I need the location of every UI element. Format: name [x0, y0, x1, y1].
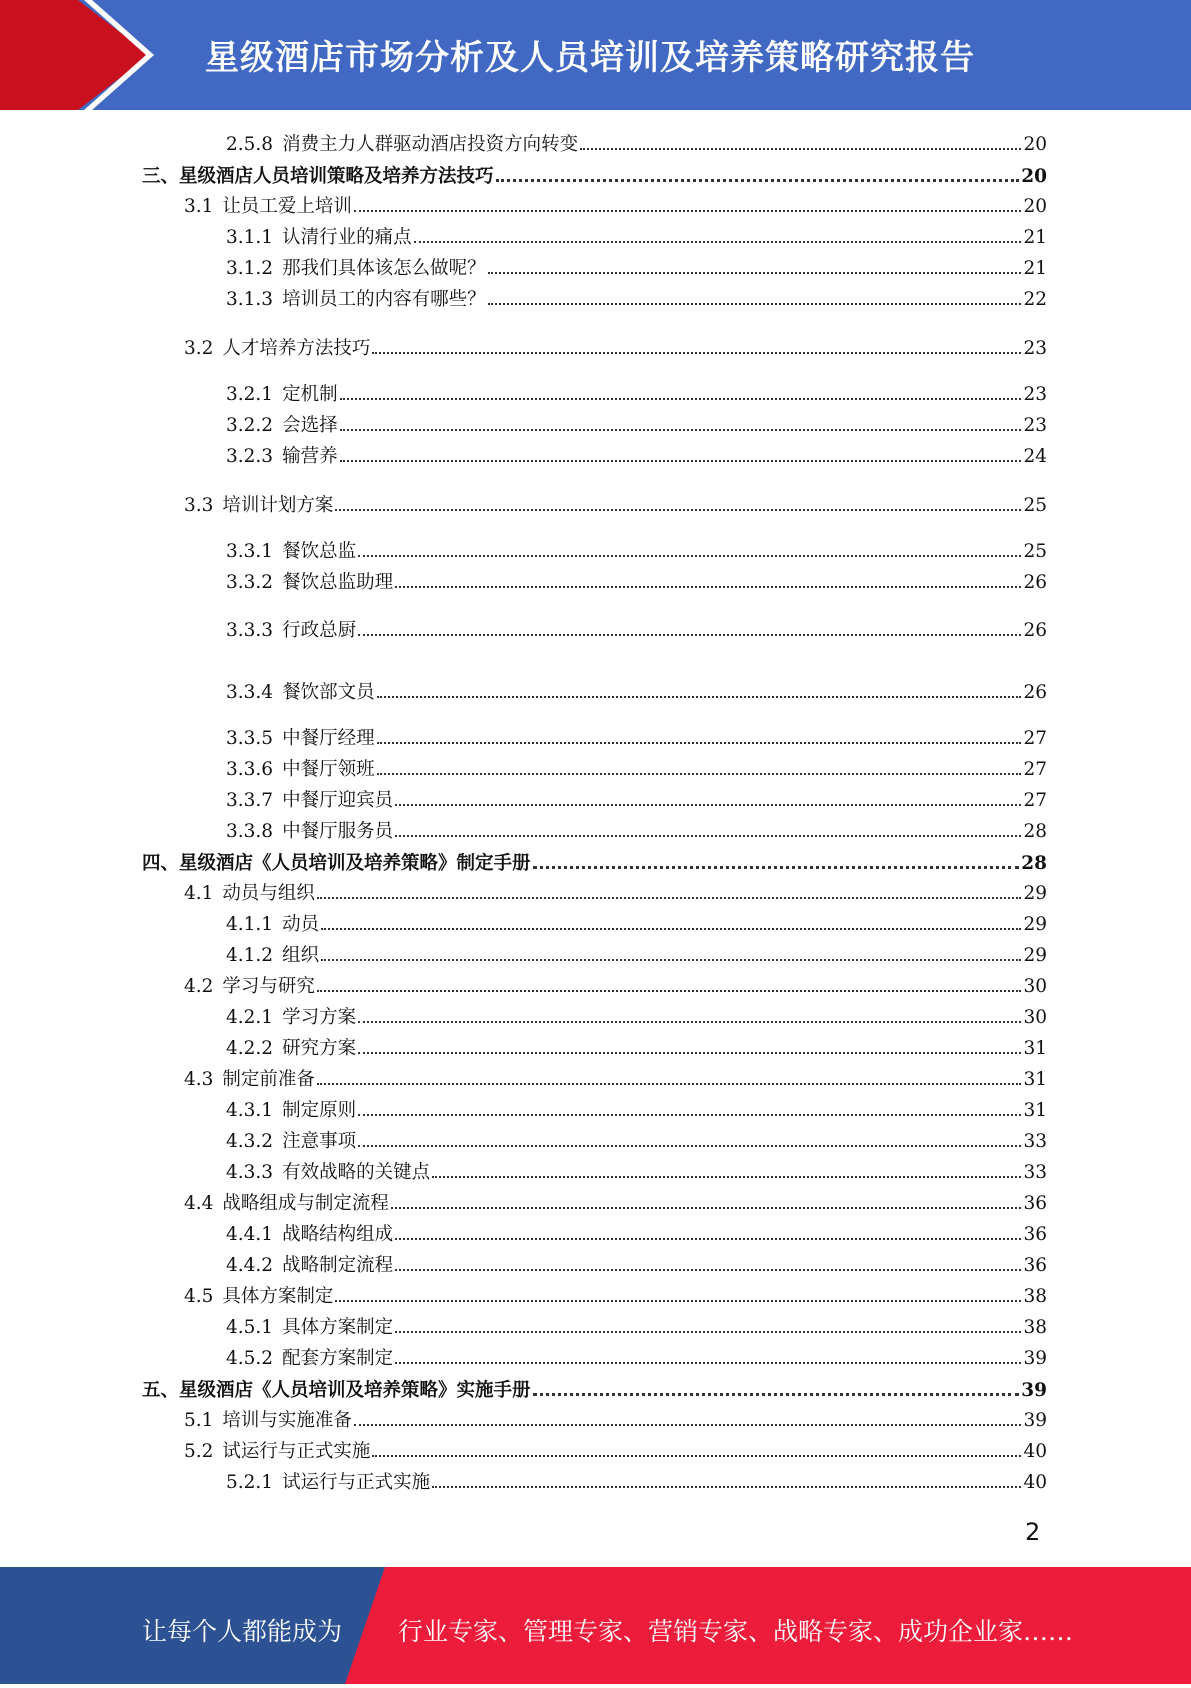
toc-entry-title: 输营养	[282, 446, 338, 467]
toc-entry-page: 36	[1023, 1224, 1047, 1245]
toc-leader-dots	[358, 1035, 1021, 1054]
toc-entry-page: 29	[1023, 883, 1047, 904]
toc-entry-title: 三、星级酒店人员培训策略及培养方法技巧	[142, 166, 494, 187]
toc-entry-title: 学习方案	[282, 1007, 357, 1028]
toc-entry[interactable]	[226, 412, 1047, 436]
toc-entry[interactable]	[226, 1221, 1047, 1245]
toc-entry-page: 23	[1023, 338, 1047, 359]
toc-entry-number: 2.5.8	[226, 134, 274, 155]
toc-entry-page: 28	[1023, 821, 1047, 842]
toc-entry-page: 26	[1023, 620, 1047, 641]
toc-entry-page: 24	[1023, 446, 1047, 467]
toc-entry-title: 定机制	[282, 384, 338, 405]
toc-entry-page: 33	[1023, 1131, 1047, 1152]
toc-entry[interactable]	[184, 193, 1047, 217]
toc-entry-number: 3.3.6	[226, 759, 274, 780]
toc-entry-number: 4.1.2	[226, 945, 274, 966]
toc-entry[interactable]	[226, 911, 1047, 935]
toc-entry[interactable]	[226, 1252, 1047, 1276]
toc-leader-dots	[488, 255, 1022, 274]
toc-entry-title: 试运行与正式实施	[222, 1441, 371, 1462]
toc-entry[interactable]	[226, 1097, 1047, 1121]
toc-entry-page: 40	[1023, 1441, 1047, 1462]
toc-entry-page: 23	[1023, 415, 1047, 436]
toc-leader-dots	[358, 1004, 1021, 1023]
toc-leader-dots	[358, 538, 1021, 557]
toc-leader-dots	[317, 1066, 1022, 1085]
toc-entry-title: 四、星级酒店《人员培训及培养策略》制定手册	[142, 853, 531, 874]
toc-entry[interactable]	[226, 538, 1047, 562]
toc-entry[interactable]	[226, 443, 1047, 467]
toc-entry-number: 4.3.2	[226, 1131, 274, 1152]
toc-entry-page: 20	[1021, 166, 1047, 187]
toc-entry-page: 27	[1023, 790, 1047, 811]
toc-entry[interactable]	[226, 787, 1047, 811]
toc-entry-title: 消费主力人群驱动酒店投资方向转变	[282, 134, 579, 155]
toc-leader-dots	[358, 1128, 1021, 1147]
toc-entry-title: 注意事项	[282, 1131, 357, 1152]
toc-leader-dots	[377, 756, 1022, 775]
toc-entry-number: 3.2.3	[226, 446, 274, 467]
toc-entry-number: 4.3.3	[226, 1162, 274, 1183]
toc-entry[interactable]	[184, 1283, 1047, 1307]
toc-entry-page: 29	[1023, 914, 1047, 935]
toc-entry[interactable]	[184, 1407, 1047, 1431]
toc-leader-dots	[317, 880, 1022, 899]
toc-entry-number: 4.4.1	[226, 1224, 274, 1245]
toc-entry-title: 培训计划方案	[222, 495, 334, 516]
toc-entry-number: 5.2	[184, 1441, 214, 1462]
toc-entry-page: 26	[1023, 682, 1047, 703]
toc-leader-dots	[391, 1190, 1022, 1209]
toc-leader-dots	[395, 787, 1021, 806]
toc-entry-number: 3.1.1	[226, 227, 274, 248]
toc-entry[interactable]	[226, 1159, 1047, 1183]
toc-leader-dots	[395, 1221, 1021, 1240]
toc-entry-page: 23	[1023, 384, 1047, 405]
toc-entry-number: 3.2.2	[226, 415, 274, 436]
toc-entry-number: 4.3	[184, 1069, 214, 1090]
toc-leader-dots	[317, 973, 1022, 992]
toc-entry[interactable]	[184, 492, 1047, 516]
toc-entry[interactable]	[184, 1066, 1047, 1090]
toc-entry-number: 3.3.1	[226, 541, 274, 562]
toc-entry-number: 4.2.2	[226, 1038, 274, 1059]
toc-entry-title: 试运行与正式实施	[282, 1472, 431, 1493]
toc-entry-title: 会选择	[282, 415, 338, 436]
toc-entry-page: 31	[1023, 1038, 1047, 1059]
toc-entry[interactable]	[184, 880, 1047, 904]
toc-entry-number: 3.3.8	[226, 821, 274, 842]
toc-leader-dots	[321, 942, 1021, 961]
toc-entry-title: 餐饮总监	[282, 541, 357, 562]
toc-leader-dots	[533, 849, 1020, 869]
toc-leader-dots	[414, 224, 1022, 243]
toc-entry-number: 3.1.3	[226, 289, 274, 310]
toc-entry-title: 中餐厅领班	[282, 759, 375, 780]
toc-entry-page: 36	[1023, 1193, 1047, 1214]
toc-entry[interactable]	[184, 973, 1047, 997]
toc-leader-dots	[395, 569, 1021, 588]
toc-entry-title: 战略结构组成	[282, 1224, 394, 1245]
toc-entry-title: 人才培养方法技巧	[222, 338, 371, 359]
toc-entry-number: 4.3.1	[226, 1100, 274, 1121]
toc-leader-dots	[395, 1314, 1021, 1333]
toc-entry-number: 4.2.1	[226, 1007, 274, 1028]
report-title: 星级酒店市场分析及人员培训及培养策略研究报告	[205, 38, 975, 78]
toc-entry-page: 30	[1023, 1007, 1047, 1028]
toc-entry[interactable]	[142, 849, 1047, 873]
toc-entry-title: 中餐厅经理	[282, 728, 375, 749]
toc-entry-page: 20	[1023, 134, 1047, 155]
toc-leader-dots	[335, 492, 1021, 511]
toc-entry[interactable]	[226, 224, 1047, 248]
toc-entry-title: 动员与组织	[222, 883, 315, 904]
toc-entry-number: 4.4.2	[226, 1255, 274, 1276]
toc-entry-number: 3.1	[184, 196, 214, 217]
toc-entry-title: 动员	[282, 914, 320, 935]
toc-entry-title: 中餐厅迎宾员	[282, 790, 394, 811]
toc-entry-title: 具体方案制定	[222, 1286, 334, 1307]
toc-entry-title: 学习与研究	[222, 976, 315, 997]
footer-slogan-right: 行业专家、管理专家、营销专家、战略专家、成功企业家……	[398, 1617, 1074, 1646]
toc-leader-dots	[395, 818, 1021, 837]
toc-entry-number: 3.3.3	[226, 620, 274, 641]
toc-entry[interactable]	[142, 1376, 1047, 1400]
toc-entry-title: 制定前准备	[222, 1069, 315, 1090]
toc-entry-page: 31	[1023, 1100, 1047, 1121]
toc-entry-title: 餐饮部文员	[282, 682, 375, 703]
toc-entry-title: 制定原则	[282, 1100, 357, 1121]
toc-entry-title: 认清行业的痛点	[282, 227, 412, 248]
toc-entry[interactable]	[226, 1035, 1047, 1059]
toc-entry[interactable]	[226, 725, 1047, 749]
toc-entry-title: 行政总厨	[282, 620, 357, 641]
toc-leader-dots	[340, 412, 1022, 431]
toc-entry-page: 26	[1023, 572, 1047, 593]
toc-entry-number: 4.4	[184, 1193, 214, 1214]
toc-entry[interactable]	[142, 162, 1047, 186]
footer-slogan-left: 让每个人都能成为	[142, 1617, 343, 1646]
toc-leader-dots	[340, 381, 1022, 400]
toc-entry-page: 21	[1023, 227, 1047, 248]
toc-leader-dots	[377, 725, 1022, 744]
toc-leader-dots	[496, 162, 1020, 182]
toc-entry-page: 25	[1023, 495, 1047, 516]
toc-entry-number: 5.1	[184, 1410, 214, 1431]
toc-leader-dots	[358, 617, 1021, 636]
toc-entry-page: 21	[1023, 258, 1047, 279]
toc-entry-number: 3.3.5	[226, 728, 274, 749]
toc-entry-title: 研究方案	[282, 1038, 357, 1059]
toc-leader-dots	[533, 1376, 1020, 1396]
toc-entry-page: 22	[1023, 289, 1047, 310]
toc-entry[interactable]	[184, 335, 1047, 359]
toc-entry-title: 组织	[282, 945, 320, 966]
toc-entry-page: 25	[1023, 541, 1047, 562]
toc-entry-page: 38	[1023, 1286, 1047, 1307]
toc-leader-dots	[358, 1097, 1021, 1116]
toc-entry[interactable]	[226, 286, 1047, 310]
toc-entry-page: 39	[1021, 1380, 1047, 1401]
toc-entry-title: 中餐厅服务员	[282, 821, 394, 842]
toc-entry-number: 4.5.2	[226, 1348, 274, 1369]
toc-entry-title: 五、星级酒店《人员培训及培养策略》实施手册	[142, 1380, 531, 1401]
toc-entry[interactable]	[226, 1314, 1047, 1338]
toc-entry-number: 4.5.1	[226, 1317, 274, 1338]
toc-entry-page: 20	[1023, 196, 1047, 217]
toc-entry-page: 38	[1023, 1317, 1047, 1338]
toc-entry[interactable]	[226, 569, 1047, 593]
toc-entry[interactable]	[184, 1438, 1047, 1462]
toc-entry-title: 战略制定流程	[282, 1255, 394, 1276]
toc-entry-title: 培训与实施准备	[222, 1410, 352, 1431]
toc-entry[interactable]	[226, 818, 1047, 842]
toc-entry-title: 战略组成与制定流程	[222, 1193, 389, 1214]
toc-entry-number: 3.2.1	[226, 384, 274, 405]
toc-entry-title: 让员工爱上培训	[222, 196, 352, 217]
toc-entry-page: 36	[1023, 1255, 1047, 1276]
toc-entry-title: 具体方案制定	[282, 1317, 394, 1338]
toc-leader-dots	[321, 911, 1021, 930]
toc-leader-dots	[372, 1438, 1021, 1457]
toc-leader-dots	[354, 193, 1022, 212]
toc-entry[interactable]	[226, 617, 1047, 641]
toc-entry-number: 3.3.2	[226, 572, 274, 593]
toc-entry-number: 3.1.2	[226, 258, 274, 279]
toc-leader-dots	[372, 335, 1021, 354]
toc-entry-title: 餐饮总监助理	[282, 572, 394, 593]
toc-leader-dots	[580, 131, 1021, 150]
toc-entry-page: 30	[1023, 976, 1047, 997]
toc-entry-number: 3.3	[184, 495, 214, 516]
toc-leader-dots	[432, 1159, 1021, 1178]
toc-entry[interactable]	[226, 381, 1047, 405]
toc-leader-dots	[395, 1252, 1021, 1271]
toc-entry-number: 4.1.1	[226, 914, 274, 935]
toc-leader-dots	[335, 1283, 1021, 1302]
toc-entry[interactable]	[226, 131, 1047, 155]
page-number: 2	[1025, 1518, 1041, 1546]
toc-entry-title: 配套方案制定	[282, 1348, 394, 1369]
toc-entry[interactable]	[226, 942, 1047, 966]
toc-entry[interactable]	[226, 1345, 1047, 1369]
toc-entry[interactable]	[226, 1004, 1047, 1028]
toc-entry-number: 4.5	[184, 1286, 214, 1307]
toc-entry[interactable]	[184, 1190, 1047, 1214]
toc-entry-page: 29	[1023, 945, 1047, 966]
toc-entry-page: 27	[1023, 759, 1047, 780]
toc-entry[interactable]	[226, 679, 1047, 703]
toc-entry-number: 5.2.1	[226, 1472, 274, 1493]
toc-entry-number: 3.2	[184, 338, 214, 359]
toc-entry-title: 培训员工的内容有哪些？	[282, 289, 486, 310]
toc-leader-dots	[395, 1345, 1021, 1364]
toc-entry-number: 3.3.7	[226, 790, 274, 811]
toc-entry[interactable]	[226, 255, 1047, 279]
toc-entry[interactable]	[226, 1128, 1047, 1152]
toc-entry-page: 40	[1023, 1472, 1047, 1493]
toc-entry-number: 4.1	[184, 883, 214, 904]
toc-entry-page: 39	[1023, 1348, 1047, 1369]
toc-entry-page: 33	[1023, 1162, 1047, 1183]
toc-leader-dots	[488, 286, 1022, 305]
toc-entry[interactable]	[226, 1469, 1047, 1493]
toc-entry-page: 27	[1023, 728, 1047, 749]
toc-leader-dots	[354, 1407, 1022, 1426]
toc-entry-title: 那我们具体该怎么做呢？	[282, 258, 486, 279]
toc-entry-title: 有效战略的关键点	[282, 1162, 431, 1183]
toc-entry-number: 3.3.4	[226, 682, 274, 703]
toc-entry-number: 4.2	[184, 976, 214, 997]
toc-entry-page: 28	[1021, 853, 1047, 874]
toc-entry-page: 39	[1023, 1410, 1047, 1431]
toc-entry-page: 31	[1023, 1069, 1047, 1090]
toc-leader-dots	[340, 443, 1022, 462]
toc-entry[interactable]	[226, 756, 1047, 780]
toc-leader-dots	[432, 1469, 1021, 1488]
toc-leader-dots	[377, 679, 1022, 698]
